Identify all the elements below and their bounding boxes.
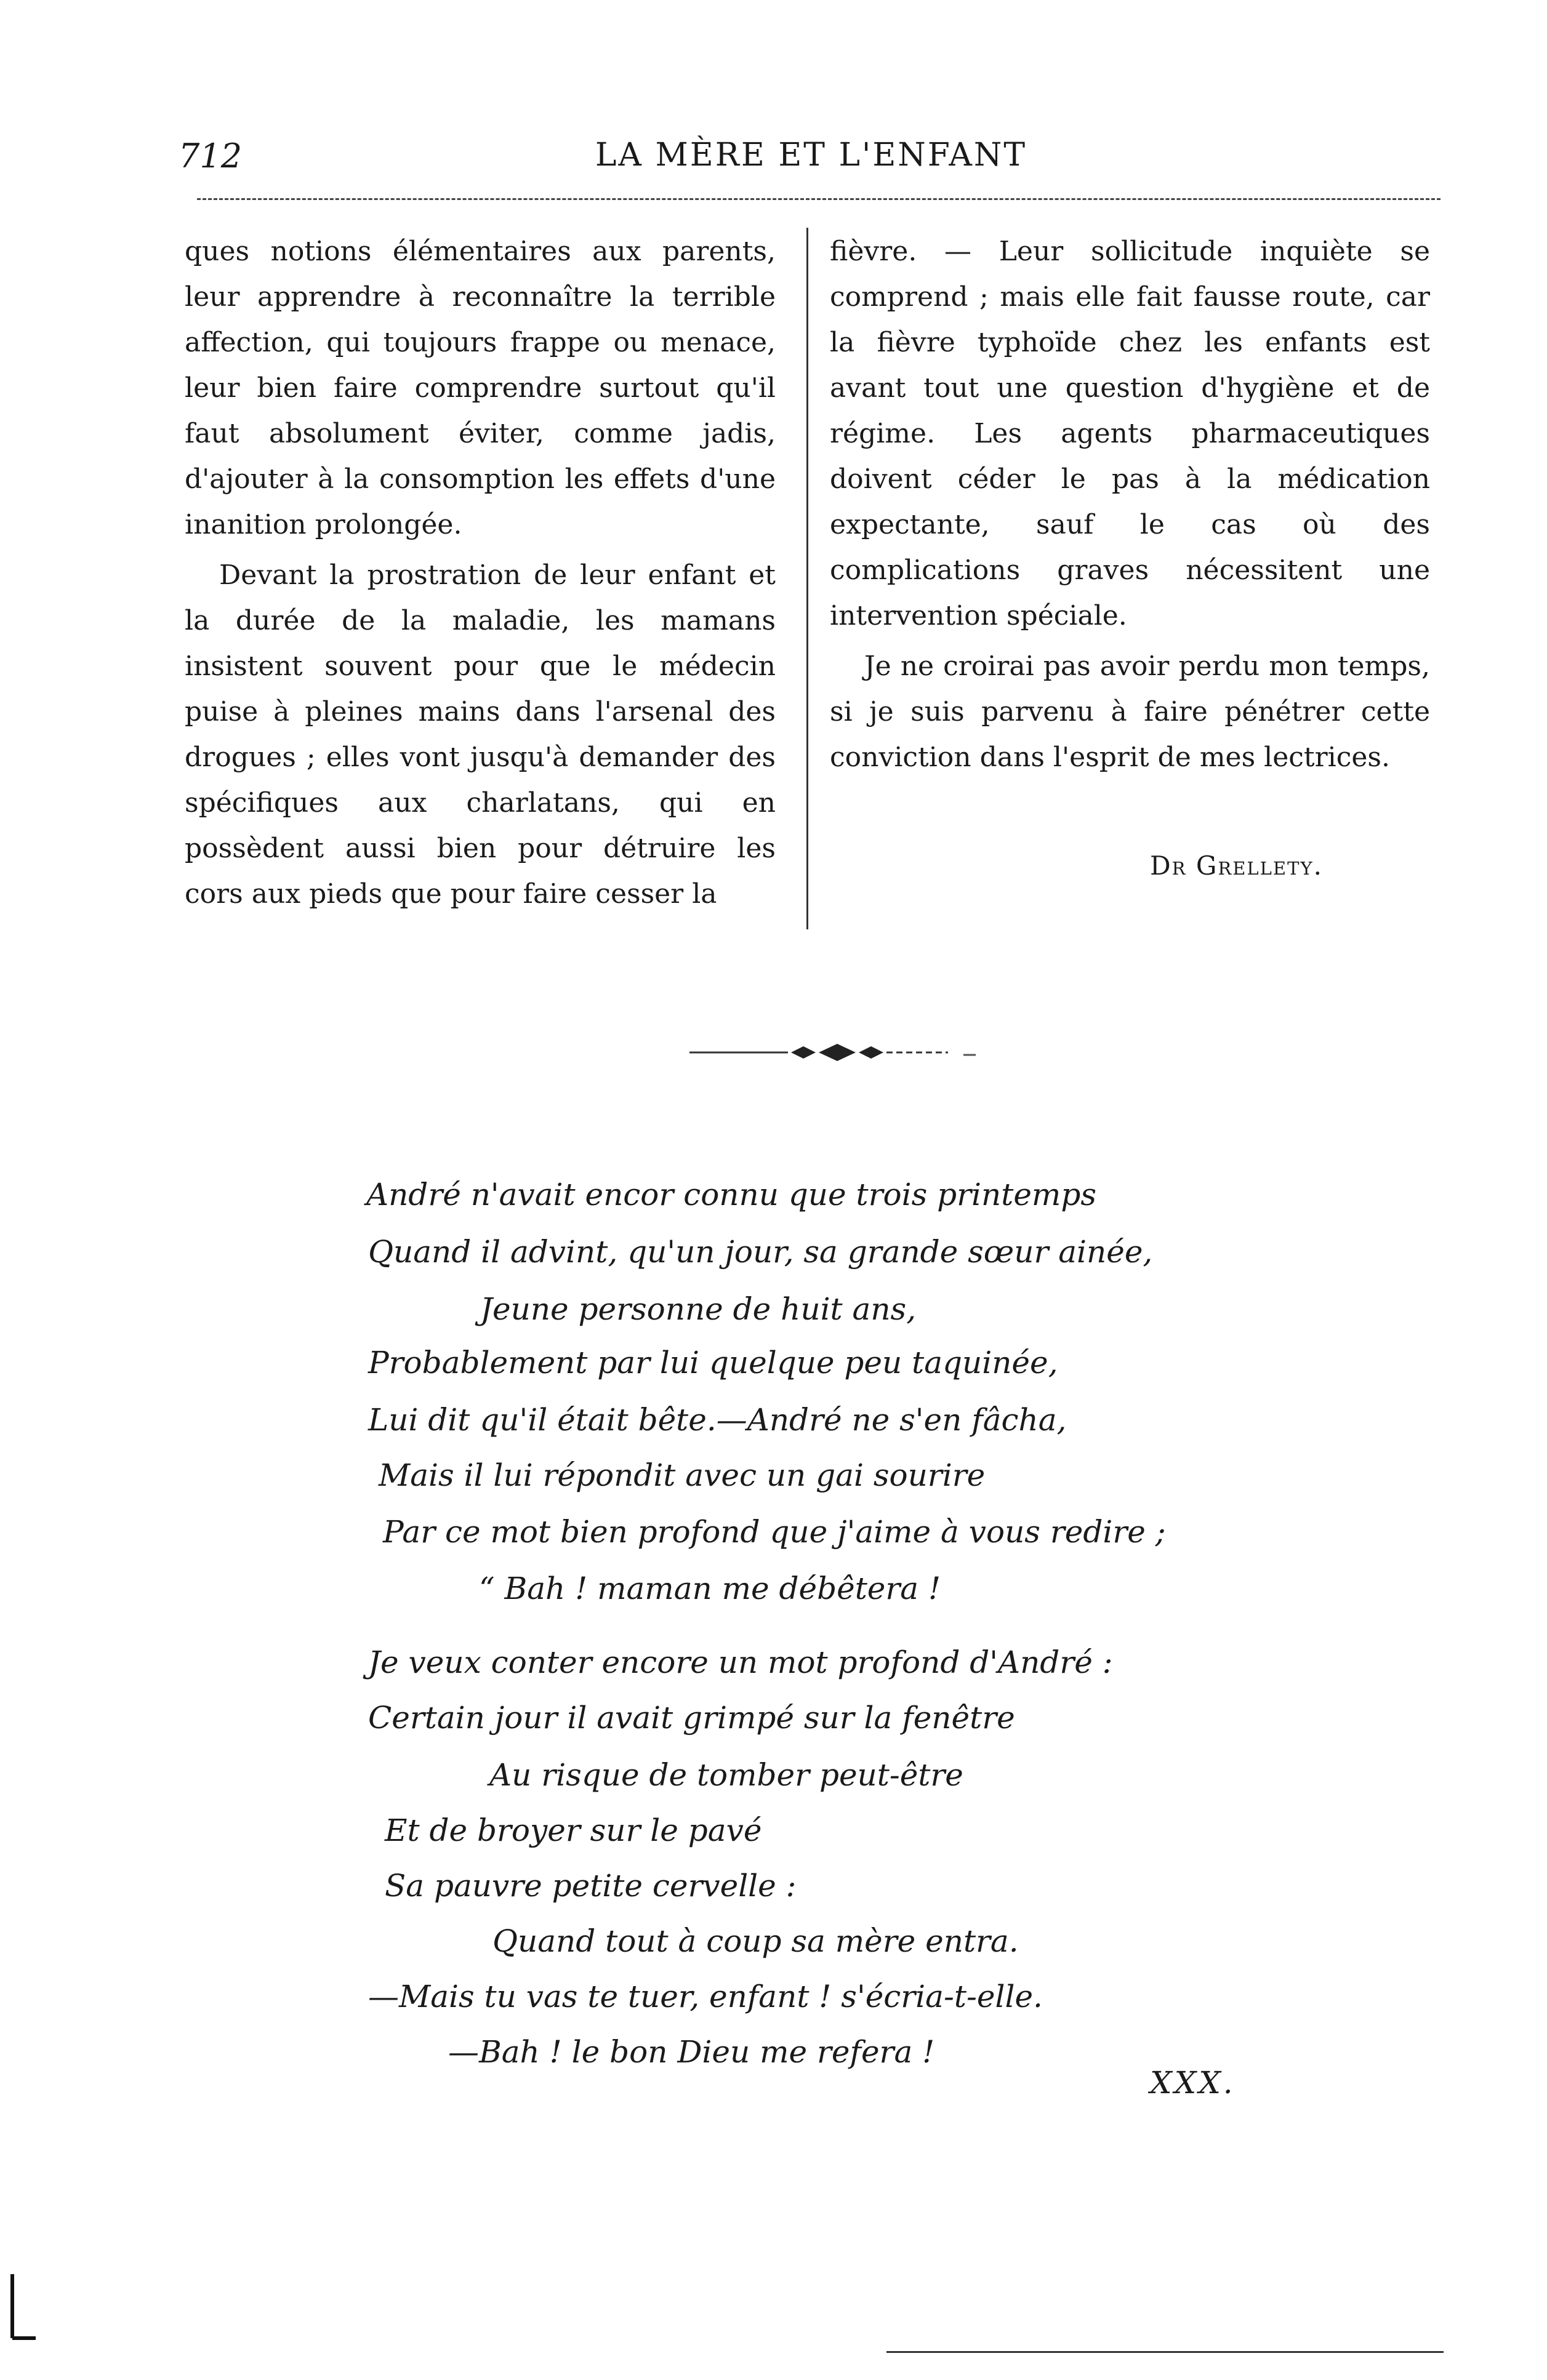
verse-line: Quand tout à coup sa mère entra.: [492, 1923, 1019, 1959]
paragraph: Devant la prostration de leur enfant et la durée de la maladie, les mamans insistent souvent pour que le médecin puise à pleines mains dans l'arsenal des drogues ; elles vont jusqu'à demander des spécifiques aux charlatans, qui en possèdent aussi bien pour détruire les cors aux pieds que pour faire cesser la: [185, 559, 776, 910]
verse-line: Mais il lui répondit avec un gai sourire: [379, 1457, 986, 1493]
verse-line: Quand il advint, qu'un jour, sa grande sœur ainée,: [368, 1234, 1153, 1270]
paragraph: Je ne croirai pas avoir perdu mon temps, si je suis parvenu à faire pénétrer cette conviction dans l'esprit de mes lectrices.: [830, 651, 1430, 773]
verse-line: Je veux conter encore un mot profond d'André :: [368, 1645, 1113, 1680]
article-signature: Dr Grellety.: [1150, 851, 1323, 881]
column-divider: [806, 228, 808, 929]
verse-line: “ Bah ! maman me débêtera !: [479, 1571, 941, 1606]
paragraph: fièvre. — Leur sollicitude inquiète se comprend ; mais elle fait fausse route, car la fièvre typhoïde chez les enfants est avant tout une question d'hygiène et de régime. Les agents pharmaceutiques doivent céder le pas à la médication expectante, sauf le cas où des complications graves nécessitent une intervention spéciale.: [830, 236, 1430, 631]
verse-line: Et de broyer sur le pavé: [385, 1813, 762, 1848]
verse-line: Lui dit qu'il était bête.—André ne s'en fâcha,: [368, 1402, 1067, 1438]
ornament-divider-icon: [689, 1040, 985, 1065]
page-number: 712: [179, 137, 243, 175]
right-column: [830, 229, 1430, 780]
left-column: [185, 229, 776, 917]
poem-signature: XXX.: [1150, 2065, 1236, 2101]
page-header: [179, 137, 1444, 180]
verse-line: —Bah ! le bon Dieu me refera !: [448, 2034, 935, 2070]
running-title: LA MÈRE ET L'ENFANT: [595, 137, 1027, 174]
crop-mark-icon: [9, 2274, 36, 2342]
verse-line: Au risque de tomber peut-être: [489, 1757, 963, 1793]
verse-line: Probablement par lui quelque peu taquinée,: [368, 1345, 1058, 1380]
verse-line: André n'avait encor connu que trois printemps: [366, 1177, 1096, 1212]
verse-line: Sa pauvre petite cervelle :: [385, 1868, 797, 1904]
verse-line: Par ce mot bien profond que j'aime à vous redire ;: [383, 1514, 1166, 1550]
header-rule: [197, 198, 1441, 200]
verse-line: —Mais tu vas te tuer, enfant ! s'écria-t-elle.: [368, 1979, 1043, 2014]
paragraph: ques notions élémentaires aux parents, leur apprendre à reconnaître la terrible affection, qui toujours frappe ou menace, leur bien faire comprendre surtout qu'il faut absolument éviter, comme jadis, d'ajouter à la consomption les effets d'une inanition prolongée.: [185, 236, 776, 540]
verse-line: Jeune personne de huit ans,: [480, 1291, 917, 1327]
verse-line: Certain jour il avait grimpé sur la fenêtre: [368, 1700, 1015, 1736]
bottom-rule: [886, 2351, 1444, 2353]
